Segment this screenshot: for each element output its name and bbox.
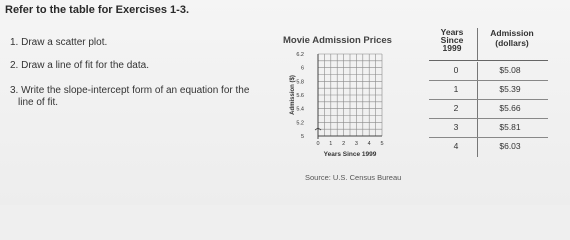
exercise-text-continued: line of fit. xyxy=(18,97,59,108)
y-tick-label: 6 xyxy=(300,65,304,72)
x-tick-label: 1 xyxy=(329,141,333,147)
header-line: Years xyxy=(440,27,464,37)
header-rule xyxy=(429,60,548,61)
exercise-text: Write the slope-intercept form of an equation for the xyxy=(21,85,250,96)
col-header-years xyxy=(437,28,467,52)
table-row xyxy=(425,119,570,138)
column-divider xyxy=(477,138,478,157)
exercise-2 xyxy=(10,60,149,72)
y-tick-label: 5.6 xyxy=(296,93,304,99)
cell-admission: $5.39 xyxy=(499,84,521,94)
exercise-text: Draw a scatter plot. xyxy=(21,37,108,48)
instructions-header: Refer to the table for Exercises 1-3. xyxy=(5,4,190,16)
col-header-admission xyxy=(482,28,542,48)
exercise-3 xyxy=(10,85,280,109)
cell-admission: $5.81 xyxy=(499,122,521,132)
x-tick-label: 2 xyxy=(342,141,346,147)
header-line: Admission xyxy=(490,28,534,38)
table-row xyxy=(425,100,570,119)
cell-admission: $5.08 xyxy=(499,65,521,75)
chart-title: Movie Admission Prices xyxy=(283,35,392,46)
y-tick-label: 5.2 xyxy=(296,120,304,127)
table-body xyxy=(425,62,570,157)
x-tick-label: 3 xyxy=(354,141,358,147)
column-divider xyxy=(477,100,478,119)
header-line: (dollars) xyxy=(495,38,529,48)
column-divider xyxy=(477,119,478,138)
scatter-plot-grid xyxy=(280,44,400,172)
exercise-text: Draw a line of fit for the data. xyxy=(21,60,149,71)
cell-years: 4 xyxy=(453,141,459,151)
cell-admission: $6.03 xyxy=(499,141,521,151)
exercise-number: 1. xyxy=(10,37,19,48)
header-line: 1999 xyxy=(442,43,462,53)
y-axis-label: Admission ($) xyxy=(290,75,296,115)
cell-years: 0 xyxy=(453,65,459,75)
column-divider xyxy=(477,62,478,81)
source-note: Source: U.S. Census Bureau xyxy=(305,173,402,182)
admission-table xyxy=(425,26,570,157)
y-tick-label: 5.4 xyxy=(296,106,304,113)
table-row xyxy=(425,81,570,100)
cell-admission: $5.66 xyxy=(499,103,521,113)
exercise-number: 3. xyxy=(10,85,19,96)
header-line: Since xyxy=(440,35,464,45)
cell-years: 3 xyxy=(453,122,459,132)
column-divider xyxy=(477,81,478,100)
x-tick-label: 5 xyxy=(380,141,384,147)
exercise-1 xyxy=(10,37,107,49)
y-tick-label: 5.8 xyxy=(296,79,304,86)
x-tick-label: 0 xyxy=(316,141,320,147)
y-tick-label: 5 xyxy=(300,134,304,140)
table-header xyxy=(425,26,570,62)
column-divider xyxy=(477,28,478,61)
y-tick-label: 6.2 xyxy=(296,52,304,58)
exercise-number: 2. xyxy=(10,60,19,71)
cell-years: 2 xyxy=(453,103,459,113)
x-tick-label: 4 xyxy=(367,141,371,147)
table-row xyxy=(425,138,570,157)
x-axis-label: Years Since 1999 xyxy=(323,151,377,158)
table-row xyxy=(425,62,570,81)
cell-years: 1 xyxy=(453,84,459,94)
